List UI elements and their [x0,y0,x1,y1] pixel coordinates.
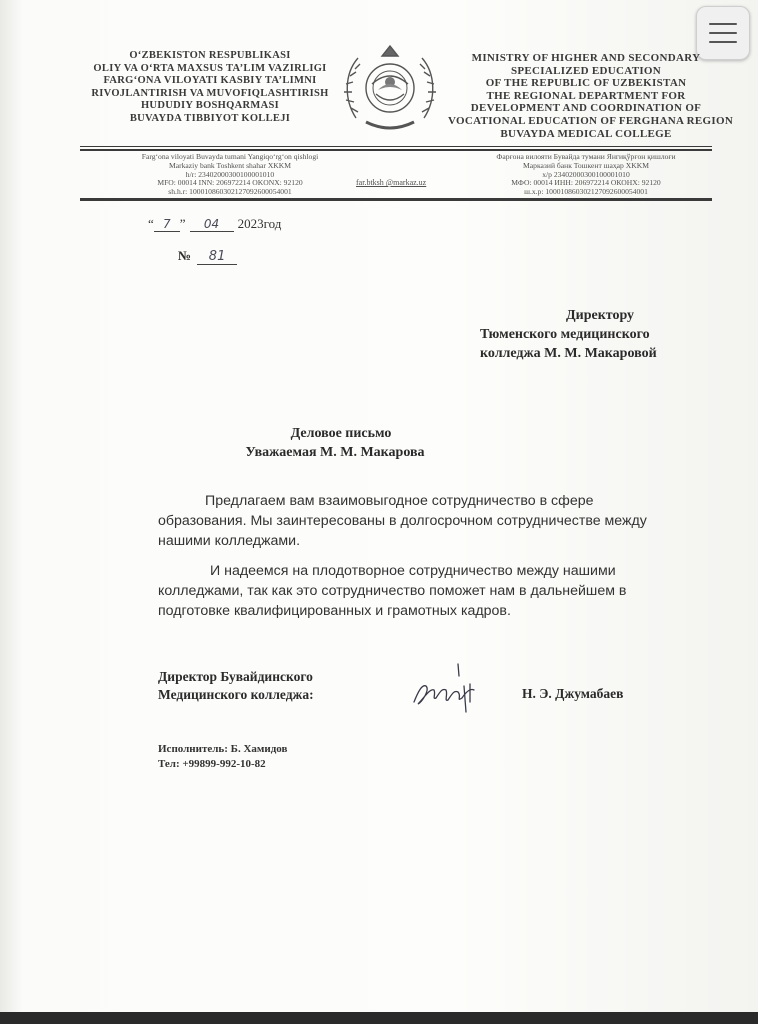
date-month: 04 [190,217,234,232]
letter-body [158,491,698,621]
letterhead-left-uz: O‘ZBEKISTON RESPUBLIKASI OLIY VA O‘RTA MAXSUS TA’LIM VAZIRLIGI FARG‘ONA VILOYATI KASBIY TA’LIMNI RIVOJLANTIRISH VA MUVOFIQLASHTIRISH HUDUDIY BOSHQARMASI BUVAYDA TIBBIYOT KOLLEJI [91,50,329,124]
bank-details-right: Фарғона вилояти Бувайда тумани Янгиқўрғон қишлоғи Марказий банк Тошкент шаҳар XKKM х/р 23402000300100001010 МФО: 00014 ИНН: 206972214 ОКОНХ: 92120 ш.х.р: 100010860302127092600054001 [496,152,676,197]
letterhead-bottom-divider [80,198,712,201]
header-divider [80,149,712,151]
viewer-bottom-bar [0,1012,758,1024]
letter-number [178,248,237,265]
date-year: 2023год [237,216,282,231]
paragraph-line: Предлагаем вам взаимовыгодное сотрудничество в сфере [205,493,594,509]
handwritten-signature-icon [408,662,484,714]
uzbekistan-state-emblem-icon [336,38,444,142]
header-divider [80,146,712,147]
letter-date: “ 7 ” 04 2023год [148,216,282,231]
executor-info: Исполнитель: Б. Хамидов Тел: +99899-992-10-82 [158,743,288,770]
signatory-position: Директор Бувайдинского Медицинского колледжа: [158,669,314,702]
number-value: 81 [197,249,237,265]
letterhead-right-en: MINISTRY OF HIGHER AND SECONDARY SPECIALIZED EDUCATION OF THE REPUBLIC OF UZBEKISTAN THE REGIONAL DEPARTMENT FOR DEVELOPMENT AND COORDINATION OF VOCATIONAL EDUCATION OF FERGHANA REGION BUVAYDA MEDICAL COLLEGE [448,52,734,140]
addressee-block: Директору Тюменского медицинского колледжа М. М. Макаровой [480,308,657,361]
paragraph-line: образования. Мы заинтересованы в долгосрочном сотрудничестве между [158,513,647,529]
letter-greeting: Уважаемая М. М. Макарова [245,445,425,460]
paragraph-line: И надеемся на плодотворное сотрудничество между нашими [210,563,616,579]
letter-title: Деловое письмо [290,426,392,441]
signatory-name: Н. Э. Джумабаев [522,686,624,701]
email-link[interactable]: far.btksh @markaz.uz [356,178,427,187]
hamburger-menu-icon [709,23,737,25]
paragraph-line: нашими колледжами. [158,533,301,549]
bank-details-left: Farg‘ona viloyati Buvayda tumani Yangiqo‘rg‘on qishlogi Markaziy bank Toshkent shahar XKKM h/r: 23402000300100001010 MFO: 00014 INN: 206972214 OKONX: 92120 sh.h.r: 100010860302127092600054001 [141,152,319,197]
number-label: № [178,248,192,263]
paragraph-line: колледжами, так как это сотрудничество поможет нам в дальнейшем в [158,583,627,599]
paragraph-line: подготовке квалифицированных и грамотных кадров. [158,603,511,619]
date-day: 7 [154,217,180,232]
